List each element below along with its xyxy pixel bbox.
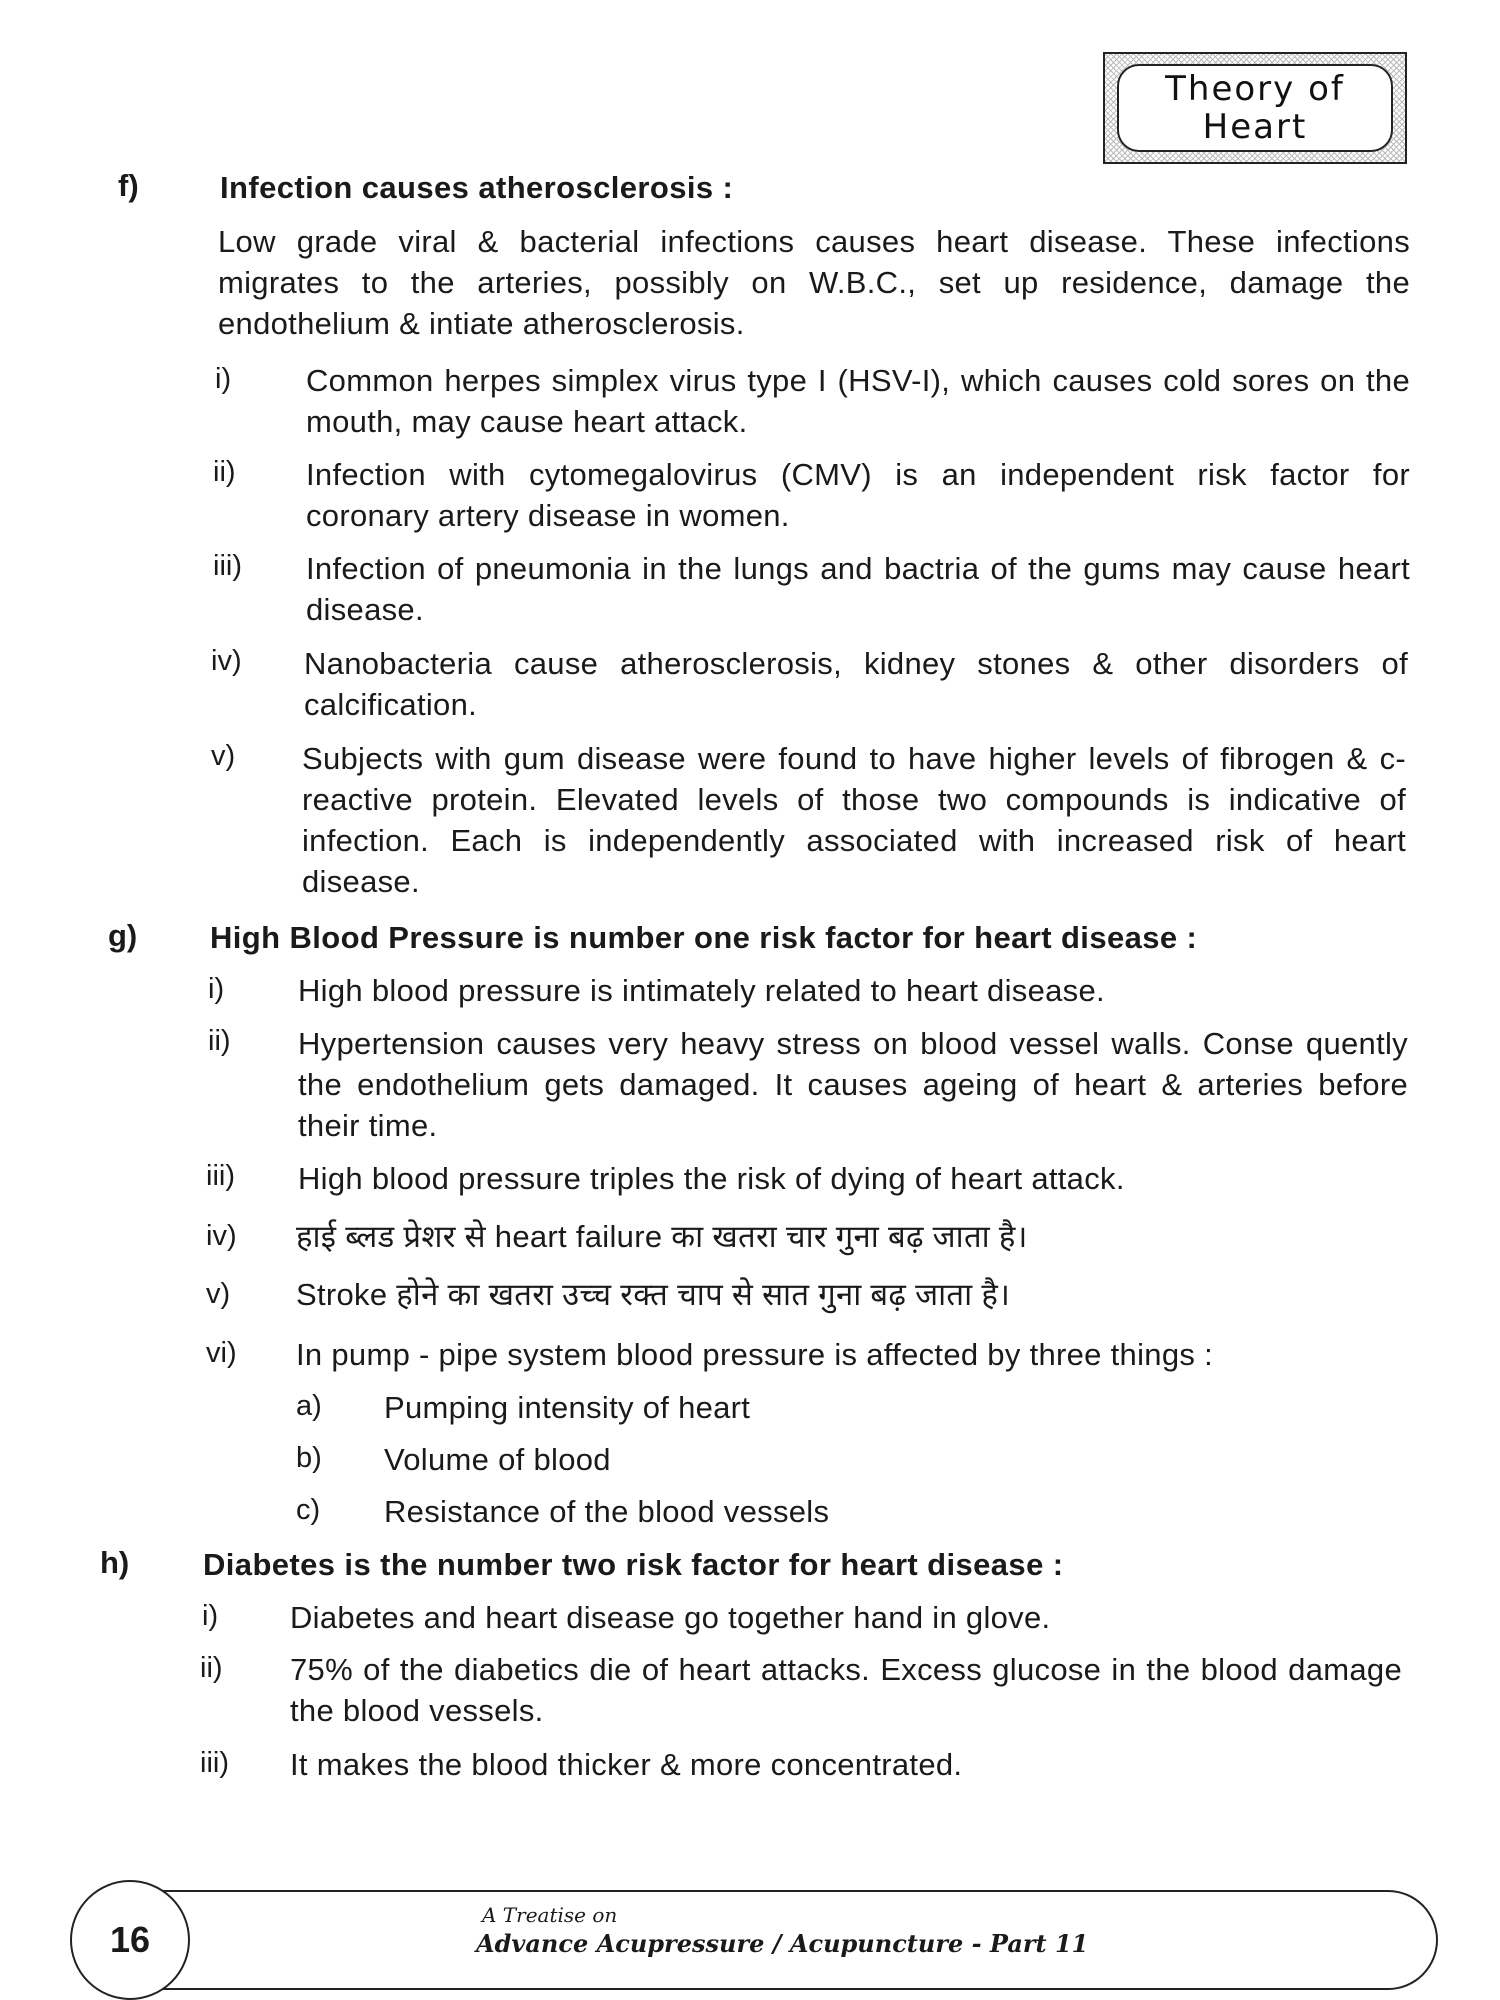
section-f-item-2-num: ii): [213, 456, 236, 488]
section-f-heading: Infection causes atherosclerosis :: [220, 170, 734, 205]
chapter-title-line2: Heart: [1202, 107, 1308, 147]
section-g-item-5-num: v): [206, 1278, 231, 1310]
section-f-item-2-text: Infection with cytomegalovirus (CMV) is an independent risk factor for coronary artery disease in women.: [306, 457, 1410, 533]
section-g-item-6-num: vi): [206, 1337, 237, 1369]
section-g-sub-c-num: c): [296, 1494, 321, 1526]
section-h-item-3-num: iii): [200, 1747, 229, 1779]
section-f-intro: Low grade viral & bacterial infections causes heart disease. These infections migrates to the arteries, possibly on W.B.C., set up residence, damage the endothelium & intiate atherosclerosis.: [218, 224, 1410, 341]
page-number-circle: [70, 1880, 190, 2000]
section-g-sub-a-num: a): [296, 1390, 322, 1422]
section-f-letter: f): [118, 168, 139, 203]
section-g-sub-b-num: b): [296, 1442, 322, 1474]
page-number: 16: [109, 1919, 151, 1960]
section-g-sub-c-text: Resistance of the blood vessels: [384, 1494, 830, 1529]
section-f-item-4-num: iv): [211, 645, 242, 677]
section-f-item-4-text: Nanobacteria cause atherosclerosis, kidney stones & other disorders of calcification.: [304, 646, 1408, 722]
section-h-item-3-text: It makes the blood thicker & more concentrated.: [290, 1747, 963, 1782]
section-g-sub-a-text: Pumping intensity of heart: [384, 1390, 751, 1425]
section-g-item-2-text: Hypertension causes very heavy stress on blood vessel walls. Conse quently the endothelium gets damaged. It causes ageing of heart & arteries before their time.: [298, 1026, 1408, 1143]
footer-book-title-line2: Advance Acupressure / Acupuncture - Part 11: [476, 1929, 1089, 1958]
section-f-item-5-text: Subjects with gum disease were found to have higher levels of fibrogen & c-reactive protein. Elevated levels of those two compounds is indicative of infection. Each is independently associated with increased risk of heart disease.: [302, 741, 1406, 899]
section-g-item-6-text: In pump - pipe system blood pressure is affected by three things :: [296, 1337, 1213, 1372]
chapter-title-frame: [1117, 64, 1393, 152]
section-h-item-2-num: ii): [200, 1652, 223, 1684]
section-g-item-3-text: High blood pressure triples the risk of dying of heart attack.: [298, 1161, 1125, 1196]
section-h-letter: h): [100, 1545, 130, 1580]
section-g-sub-b-text: Volume of blood: [384, 1442, 611, 1477]
section-h-item-1-num: i): [202, 1600, 219, 1632]
section-g-item-5-text: Stroke होने का खतरा उच्च रक्त चाप से सात गुना बढ़ जाता है।: [296, 1277, 1011, 1312]
section-g-item-4-num: iv): [206, 1220, 237, 1252]
section-g-heading: High Blood Pressure is number one risk factor for heart disease :: [210, 920, 1198, 955]
section-f-item-3-text: Infection of pneumonia in the lungs and bactria of the gums may cause heart disease.: [306, 551, 1410, 627]
section-g-item-1-text: High blood pressure is intimately related to heart disease.: [298, 973, 1105, 1008]
section-g-item-1-num: i): [208, 973, 225, 1005]
section-f-item-1-text: Common herpes simplex virus type I (HSV-I), which causes cold sores on the mouth, may cause heart attack.: [306, 363, 1410, 439]
section-g-item-2-num: ii): [208, 1025, 231, 1057]
section-h-heading: Diabetes is the number two risk factor for heart disease :: [203, 1547, 1064, 1582]
chapter-title-line1: Theory of: [1165, 69, 1345, 109]
section-g-item-4-text: हाई ब्लड प्रेशर से heart failure का खतरा चार गुना बढ़ जाता है।: [296, 1219, 1028, 1254]
section-h-item-1-text: Diabetes and heart disease go together hand in glove.: [290, 1600, 1051, 1635]
section-f-item-1-num: i): [215, 363, 232, 395]
section-g-item-3-num: iii): [206, 1160, 235, 1192]
section-f-item-5-num: v): [211, 740, 236, 772]
footer-book-title-line1: A Treatise on: [482, 1903, 618, 1927]
section-g-letter: g): [108, 918, 138, 953]
section-h-item-2-text: 75% of the diabetics die of heart attacks. Excess glucose in the blood damage the blood vessels.: [290, 1652, 1402, 1728]
section-f-item-3-num: iii): [213, 550, 242, 582]
chapter-title-box: [1103, 52, 1407, 164]
